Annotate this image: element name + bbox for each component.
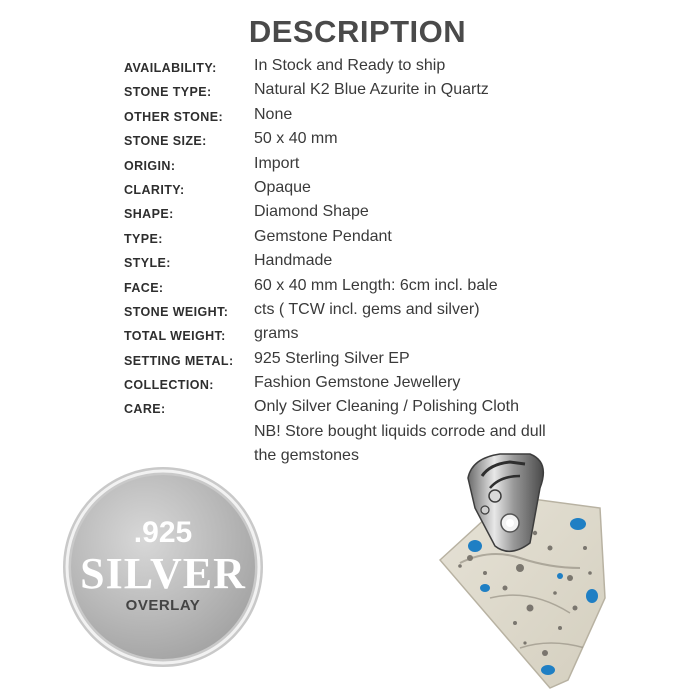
- spec-value: Gemstone Pendant: [254, 227, 392, 245]
- spec-label: STONE TYPE:: [124, 85, 212, 100]
- spec-value: Fashion Gemstone Jewellery: [254, 374, 461, 392]
- care-note-line-2: the gemstones: [254, 447, 359, 464]
- spec-label: COLLECTION:: [124, 378, 214, 393]
- pendant-image: [400, 448, 640, 693]
- badge-number: .925: [133, 516, 193, 549]
- spec-value: 60 x 40 mm Length: 6cm incl. bale: [254, 276, 498, 294]
- spec-label: STONE WEIGHT:: [124, 304, 229, 319]
- badge-sub: OVERLAY: [125, 597, 201, 614]
- silver-overlay-badge: [62, 466, 264, 668]
- page-title: DESCRIPTION: [248, 14, 467, 49]
- spec-value: cts ( TCW incl. gems and silver): [254, 300, 480, 318]
- spec-label: TOTAL WEIGHT:: [124, 329, 226, 344]
- spec-value: None: [254, 105, 293, 123]
- badge-word: SILVER: [80, 549, 246, 598]
- spec-label: STYLE:: [124, 256, 171, 271]
- spec-label: TYPE:: [124, 231, 163, 246]
- spec-value: Opaque: [254, 178, 311, 196]
- spec-value: Natural K2 Blue Azurite in Quartz: [254, 81, 489, 99]
- spec-value: Only Silver Cleaning / Polishing Cloth: [254, 398, 520, 416]
- spec-value: grams: [254, 325, 299, 343]
- spec-value: 925 Sterling Silver EP: [254, 349, 410, 367]
- spec-label: STONE SIZE:: [124, 134, 207, 149]
- care-note-line-1: NB! Store bought liquids corrode and dull: [254, 423, 546, 440]
- spec-label: OTHER STONE:: [124, 109, 224, 124]
- spec-label: SHAPE:: [124, 207, 174, 222]
- spec-value: 50 x 40 mm: [254, 130, 338, 148]
- pendant-icon: [400, 448, 640, 693]
- spec-label: CLARITY:: [124, 182, 185, 197]
- spec-label: FACE:: [124, 280, 164, 295]
- spec-value: Handmade: [254, 252, 333, 270]
- spec-label: CARE:: [124, 402, 166, 417]
- spec-value: In Stock and Ready to ship: [254, 57, 446, 74]
- spec-value: Diamond Shape: [254, 203, 369, 221]
- spec-value: Import: [254, 154, 300, 172]
- spec-label: SETTING METAL:: [124, 353, 234, 368]
- spec-label: ORIGIN:: [124, 158, 176, 173]
- spec-label: AVAILABILITY:: [124, 61, 217, 75]
